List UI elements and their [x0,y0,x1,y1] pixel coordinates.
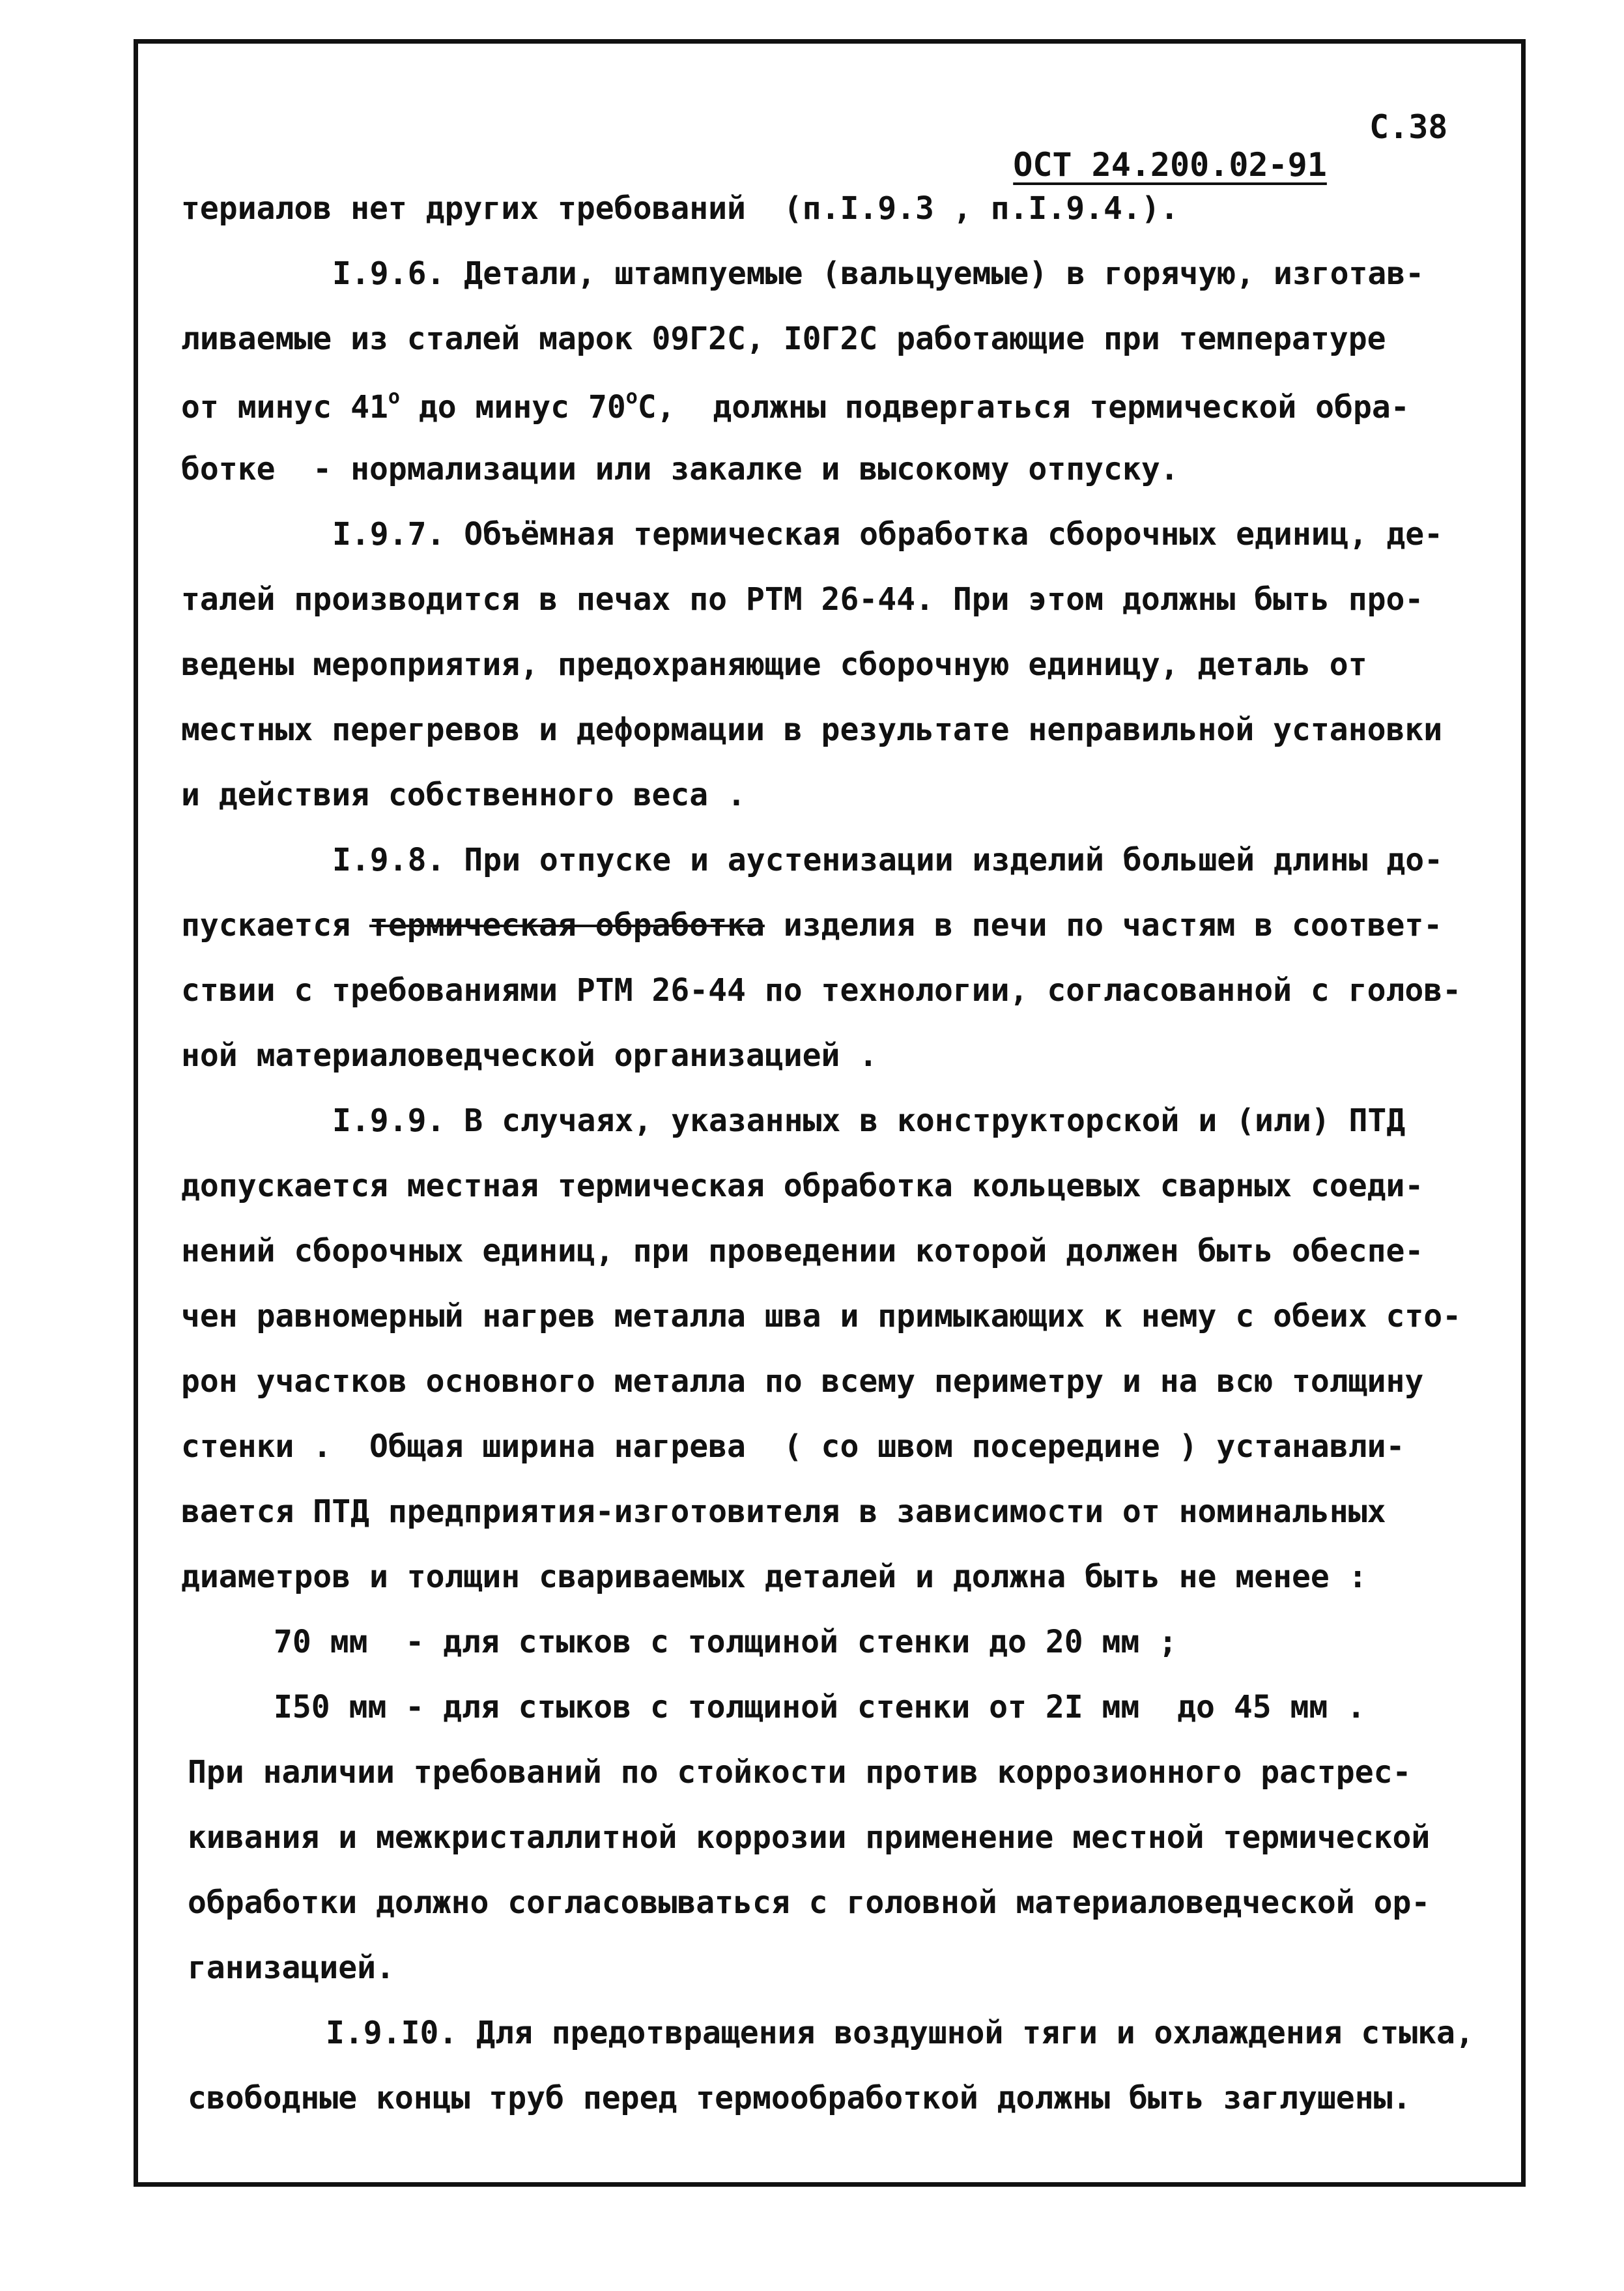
list-item: 70 мм - для стыков с толщиной стенки до 20 мм ; [274,1624,1178,1660]
text-line: ганизацией. [188,1950,395,1986]
text-line: от минус 41$^o$ до минус 70$^o$С, должны подвергаться термической обра- [181,386,1410,425]
text-line: пускается термическая обработка изделия в печи по частям в соответ- [181,907,1443,944]
paragraph-1-9-6: I.9.6. Детали, штампуемые (вальцуемые) в горячую, изготав- [332,255,1425,292]
paragraph-1-9-8: I.9.8. При отпуске и аустенизации изделий большей длины до- [332,842,1444,878]
text-line: При наличии требований по стойкости против коррозионного растрес- [188,1754,1412,1791]
text-line: ливаемые из сталей марок 09Г2С, I0Г2С работающие при температуре [181,321,1386,357]
struck-text: термическая обработка [369,907,765,944]
paragraph-1-9-7: I.9.7. Объёмная термическая обработка сборочных единиц, де- [332,516,1444,553]
text-line: вается ПТД предприятия-изготовителя в зависимости от номинальных [181,1493,1386,1530]
paragraph-1-9-10: I.9.I0. Для предотвращения воздушной тяги и охлаждения стыка, [326,2015,1474,2051]
paragraph-1-9-9: I.9.9. В случаях, указанных в конструкторской и (или) ПТД [332,1102,1406,1139]
page-number: С.38 [1369,108,1448,146]
text-line: териалов нет других требований (п.I.9.3 , п.I.9.4.). [181,190,1179,227]
text-line: рон участков основного металла по всему периметру и на всю толщину [181,1363,1424,1400]
text-line: обработки должно согласовываться с головной материаловедческой ор- [188,1884,1431,1921]
text-line: ведены мероприятия, предохраняющие сборочную единицу, деталь от [181,646,1367,683]
text-line: свободные концы труб перед термообработкой должны быть заглушены. [188,2080,1412,2116]
text-line: кивания и межкристаллитной коррозии применение местной термической [188,1819,1431,1856]
text-line: ной материаловедческой организацией . [181,1037,878,1074]
text-line: диаметров и толщин свариваемых деталей и должна быть не менее : [181,1559,1367,1595]
text-line: местных перегревов и деформации в результате неправильной установки [181,712,1443,748]
degree-superscript: o [388,386,400,409]
degree-superscript: o [625,386,638,409]
text-line: допускается местная термическая обработка кольцевых сварных соеди- [181,1168,1424,1204]
text-line: нений сборочных единиц, при проведении которой должен быть обеспе- [181,1233,1424,1269]
text-line: ствии с требованиями РТМ 26-44 по технологии, согласованной с голов- [181,972,1462,1009]
text-line: чен равномерный нагрев металла шва и примыкающих к нему с обеих сто- [181,1298,1462,1334]
text-line: и действия собственного веса . [181,777,746,813]
text-line: талей производится в печах по РТМ 26-44. При этом должны быть про- [181,581,1424,618]
text-line: стенки . Общая ширина нагрева ( со швом посередине ) устанавли- [181,1428,1405,1465]
list-item: I50 мм - для стыков с толщиной стенки от 2I мм до 45 мм . [274,1689,1366,1725]
text-line: ботке - нормализации или закалке и высокому отпуску. [181,451,1179,487]
standard-code: ОСТ 24.200.02-91 [1013,146,1327,184]
